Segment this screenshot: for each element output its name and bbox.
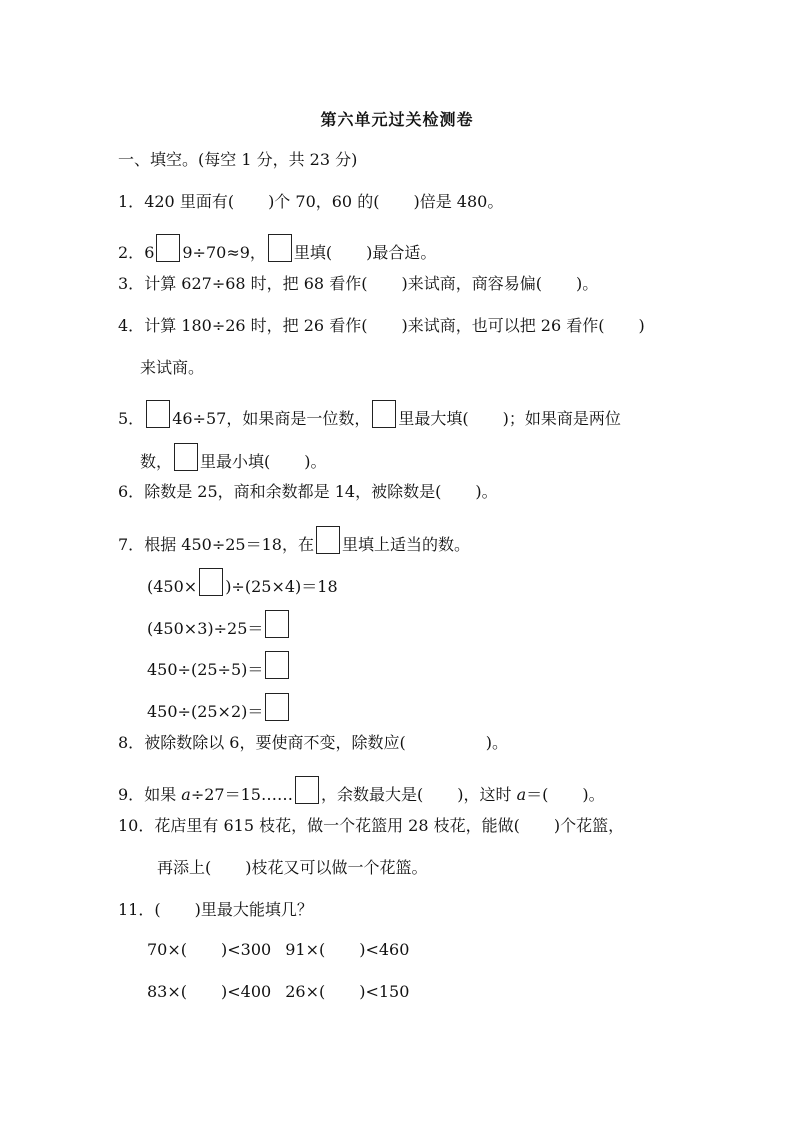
question-10-cont: 再添上( )枝花又可以做一个花篮。 — [157, 858, 428, 877]
question-7: 7．根据 450÷25＝18，在 里填上适当的数。 — [118, 526, 470, 557]
page-title: 第六单元过关检测卷 — [320, 110, 474, 129]
question-2: 2．6 9÷70≈9， 里填( )最合适。 — [118, 234, 436, 265]
question-11: 11．( )里最大能填几？ — [118, 900, 313, 919]
question-10: 10．花店里有 615 枝花，做一个花篮用 28 枝花，能做( )个花篮， — [118, 816, 625, 835]
question-3: 3．计算 627÷68 时，把 68 看作( )来试商，商容易偏( )。 — [118, 274, 599, 293]
question-number: 8． — [118, 733, 145, 752]
question-number: 1． — [118, 192, 145, 211]
answer-box[interactable] — [295, 776, 319, 804]
answer-box[interactable] — [265, 610, 289, 638]
question-number: 11． — [118, 900, 155, 919]
question-5-cont: 数， 里最小填( )。 — [140, 443, 327, 474]
question-4-cont: 来试商。 — [140, 358, 205, 377]
question-11-row-1: 70×( )<300 91×( )<460 — [147, 940, 410, 959]
answer-box[interactable] — [372, 400, 396, 428]
question-number: 5． — [118, 409, 145, 428]
question-number: 2． — [118, 243, 145, 262]
question-7-sub-3: 450÷(25÷5)＝ — [147, 651, 291, 682]
answer-box[interactable] — [316, 526, 340, 554]
answer-box[interactable] — [265, 651, 289, 679]
question-number: 3． — [118, 274, 145, 293]
question-6: 6．除数是 25，商和余数都是 14，被除数是( )。 — [118, 482, 498, 501]
question-number: 10． — [118, 816, 155, 835]
question-9: 9．如果 a÷27＝15…… ，余数最大是( )，这时 a＝( )。 — [118, 776, 605, 807]
question-7-sub-2: (450×3)÷25＝ — [147, 610, 291, 641]
question-11-row-2: 83×( )<400 26×( )<150 — [147, 982, 410, 1001]
question-5: 5． 46÷57，如果商是一位数， 里最大填( )；如果商是两位 — [118, 400, 621, 431]
question-1: 1．420 里面有( )个 70，60 的( )倍是 480。 — [118, 192, 504, 211]
answer-box[interactable] — [265, 693, 289, 721]
question-number: 7． — [118, 535, 145, 554]
question-4: 4．计算 180÷26 时，把 26 看作( )来试商，也可以把 26 看作( ) — [118, 316, 645, 335]
section-heading: 一、填空。(每空 1 分，共 23 分) — [118, 150, 358, 169]
question-8: 8．被除数除以 6，要使商不变，除数应( )。 — [118, 733, 508, 752]
question-number: 4． — [118, 316, 145, 335]
question-number: 9． — [118, 785, 145, 804]
answer-box[interactable] — [174, 443, 198, 471]
answer-box[interactable] — [199, 568, 223, 596]
answer-box[interactable] — [268, 234, 292, 262]
answer-box[interactable] — [156, 234, 180, 262]
answer-box[interactable] — [146, 400, 170, 428]
question-number: 6． — [118, 482, 145, 501]
question-7-sub-1: (450× )÷(25×4)＝18 — [147, 568, 338, 599]
question-7-sub-4: 450÷(25×2)＝ — [147, 693, 291, 724]
